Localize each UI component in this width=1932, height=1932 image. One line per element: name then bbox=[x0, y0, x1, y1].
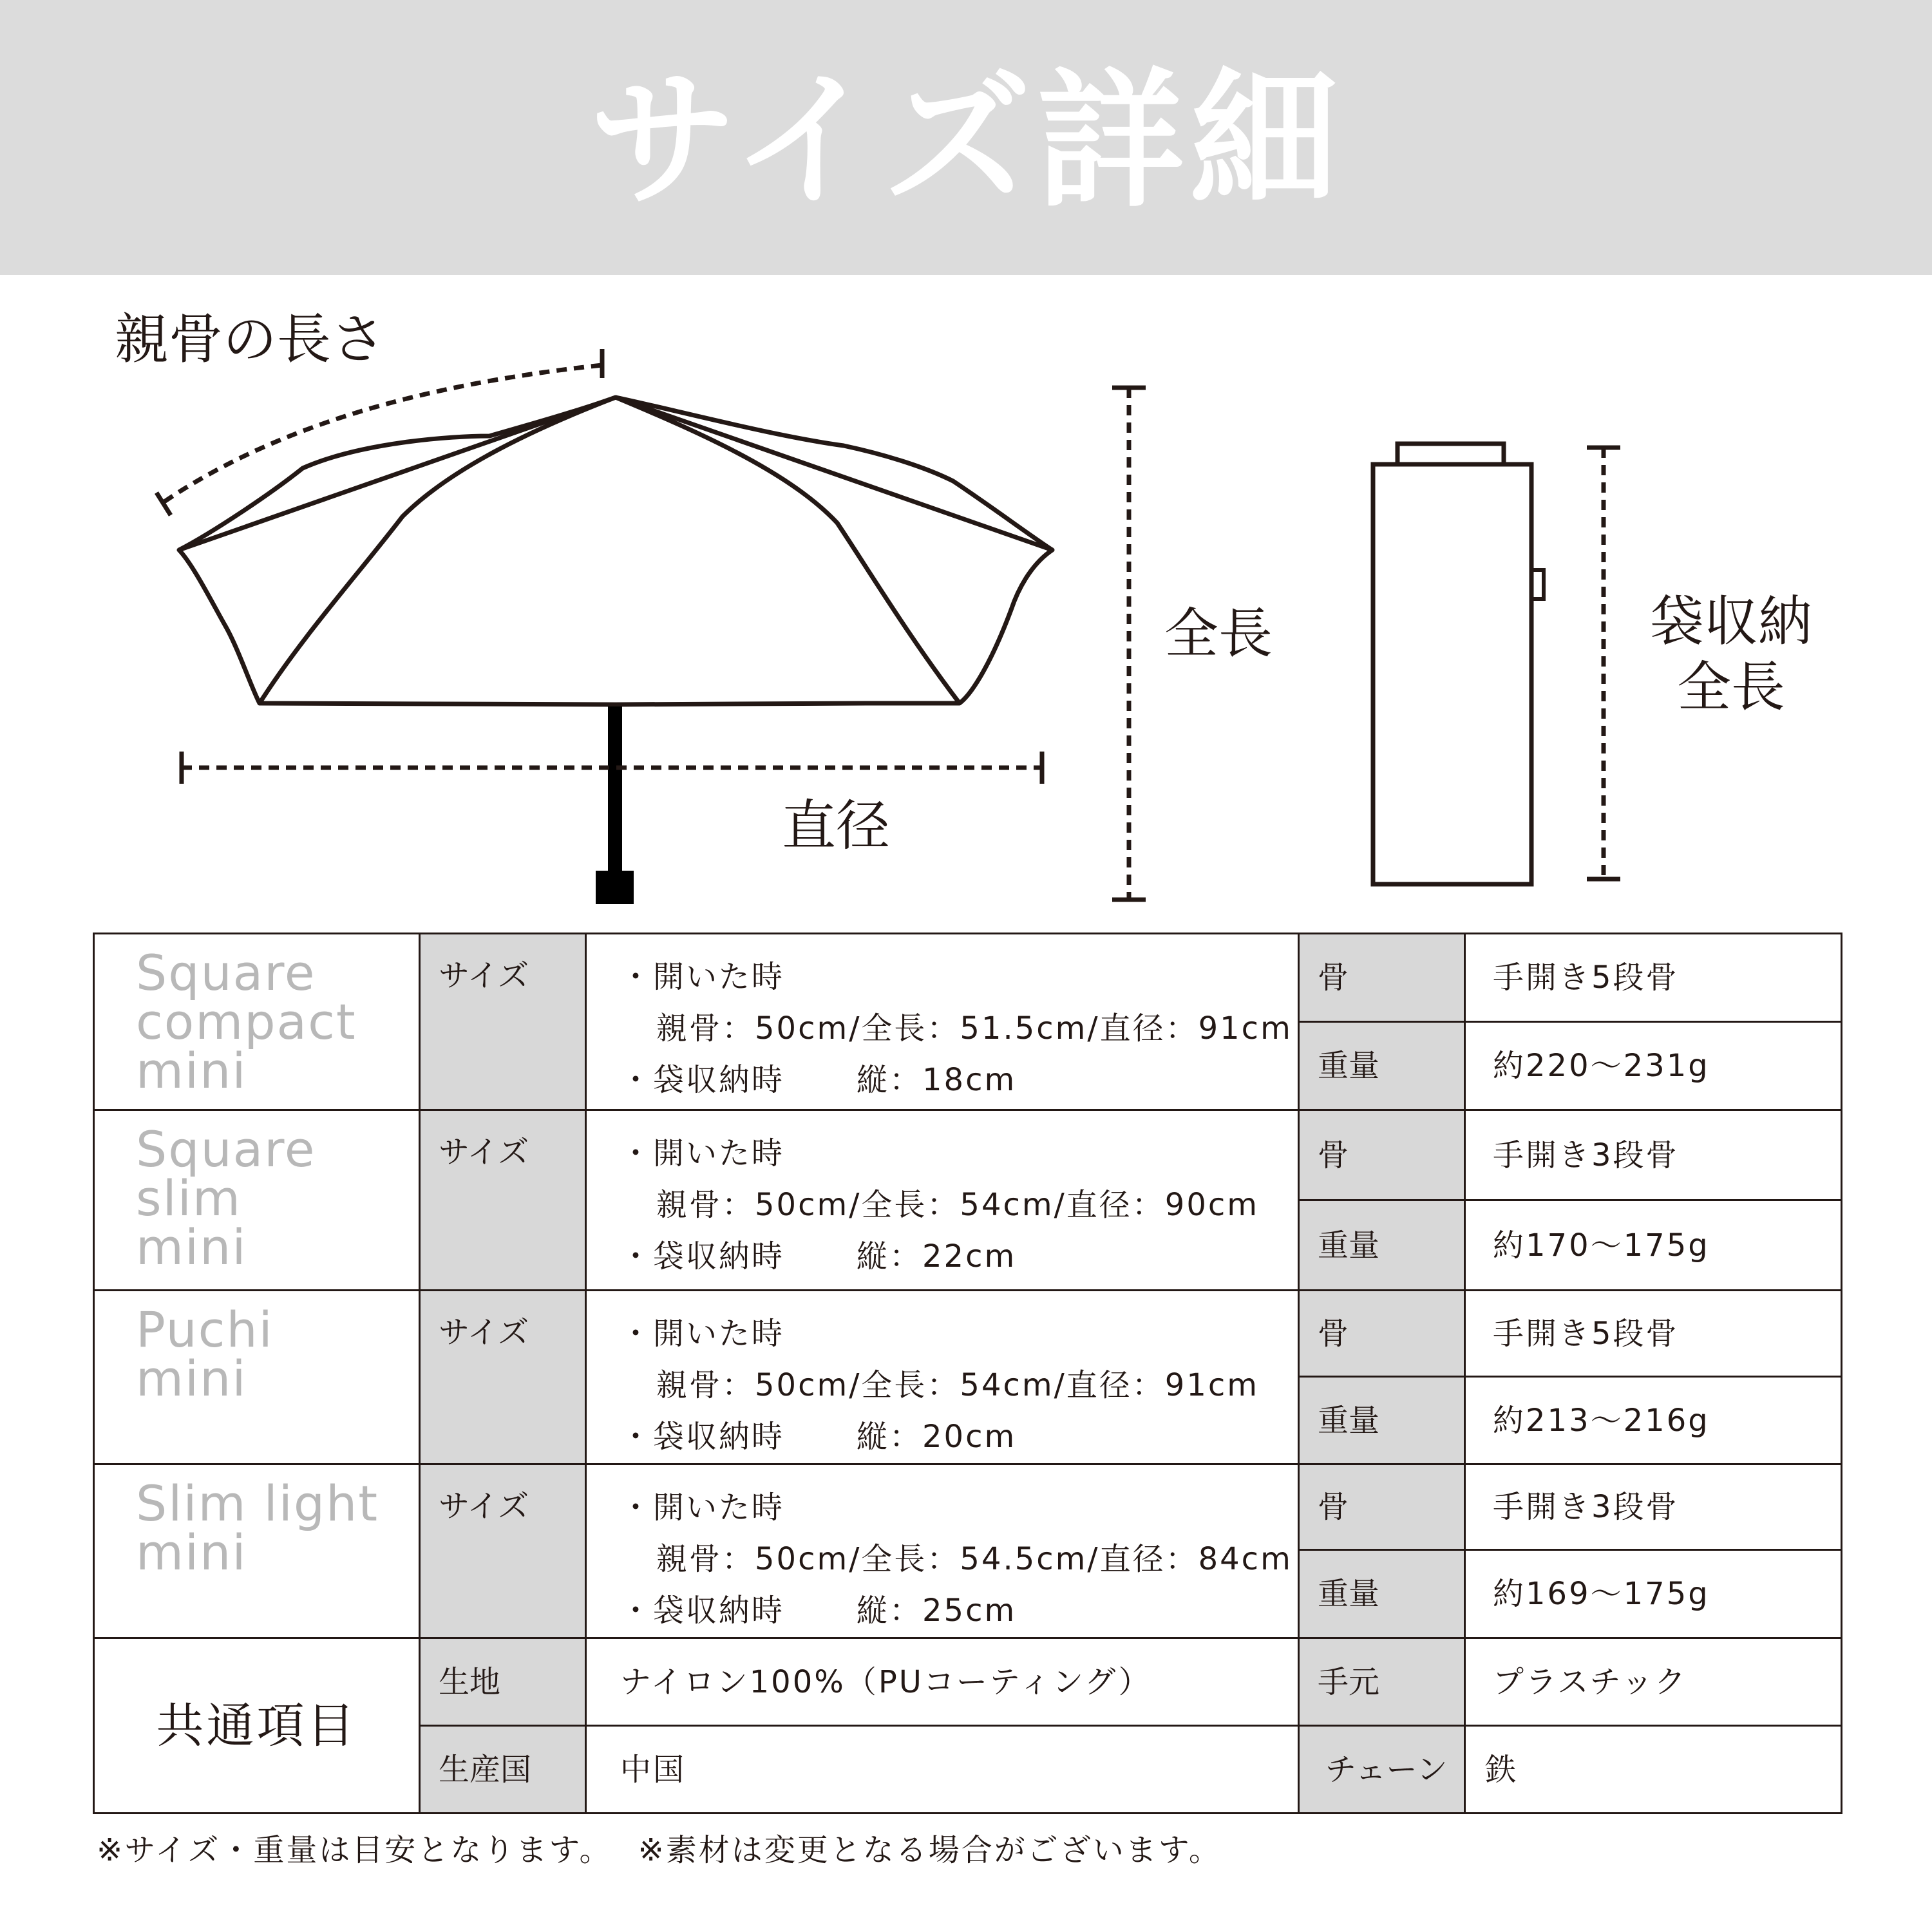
bag-value: 縦：22cm bbox=[857, 1238, 1017, 1274]
product-name-line: mini bbox=[136, 1350, 247, 1407]
weight-label: 重量 bbox=[1299, 1377, 1465, 1464]
page-title: サイズ詳細 bbox=[589, 55, 1343, 227]
bag-value: 縦：18cm bbox=[857, 1062, 1017, 1098]
bag-label: ・袋収納時 bbox=[620, 1593, 785, 1629]
product-name-line: Slim light bbox=[136, 1475, 379, 1532]
product-name bbox=[94, 1464, 420, 1638]
product-name-line: slim bbox=[136, 1170, 242, 1227]
spec-table bbox=[93, 933, 1842, 1814]
bag-cap bbox=[1397, 444, 1504, 464]
product-name-line: Square bbox=[136, 944, 316, 1001]
rib-value: 手開き3段骨 bbox=[1465, 1110, 1842, 1200]
rib-label: 骨 bbox=[1299, 934, 1465, 1022]
open-values: 親骨：50cm/全長：51.5cm/直径：91cm bbox=[656, 1010, 1293, 1046]
product-name bbox=[94, 934, 420, 1110]
rib-value: 手開き3段骨 bbox=[1465, 1464, 1842, 1550]
rib-label: 骨 bbox=[1299, 1110, 1465, 1200]
rib-arc-cap-left bbox=[156, 493, 171, 515]
bag-label: ・袋収納時 bbox=[620, 1238, 785, 1274]
table-row bbox=[94, 1638, 1842, 1726]
open-values: 親骨：50cm/全長：54cm/直径：90cm bbox=[656, 1187, 1260, 1223]
product-name-line: compact bbox=[136, 993, 357, 1050]
rib-value: 手開き5段骨 bbox=[1465, 934, 1842, 1022]
open-values: 親骨：50cm/全長：54.5cm/直径：84cm bbox=[656, 1541, 1293, 1577]
chain-value: 鉄 bbox=[1465, 1726, 1842, 1814]
country-value: 中国 bbox=[586, 1726, 1299, 1814]
size-values bbox=[586, 1110, 1299, 1291]
table-row bbox=[94, 1464, 1842, 1550]
chain-label: チェーン bbox=[1299, 1726, 1465, 1814]
full-length-label: 全長 bbox=[1164, 602, 1273, 665]
bag-label: ・袋収納時 bbox=[620, 1419, 785, 1455]
weight-label: 重量 bbox=[1299, 1200, 1465, 1291]
fabric-label: 生地 bbox=[420, 1638, 586, 1726]
header-banner bbox=[0, 0, 1932, 275]
size-label: サイズ bbox=[420, 1291, 586, 1464]
product-name-line: Square bbox=[136, 1121, 316, 1178]
rib-label: 骨 bbox=[1299, 1464, 1465, 1550]
size-diagram bbox=[0, 275, 1932, 925]
bag-length-label-line2: 全長 bbox=[1676, 656, 1785, 719]
size-label: サイズ bbox=[420, 934, 586, 1110]
product-name-line: Puchi bbox=[136, 1301, 274, 1358]
size-label: サイズ bbox=[420, 1464, 586, 1638]
product-name-line: mini bbox=[136, 1218, 247, 1276]
country-label: 生産国 bbox=[420, 1726, 586, 1814]
umbrella-rib-right bbox=[616, 397, 960, 703]
weight-label: 重量 bbox=[1299, 1550, 1465, 1638]
size-values bbox=[586, 934, 1299, 1110]
bag-label: ・袋収納時 bbox=[620, 1062, 785, 1098]
handle-label: 手元 bbox=[1299, 1638, 1465, 1726]
footnote-material: ※素材は変更となる場合がございます。 bbox=[638, 1832, 1222, 1868]
umbrella-canopy bbox=[179, 397, 1052, 705]
diameter-label: 直径 bbox=[782, 794, 891, 857]
bag-length-label-line1: 袋収納 bbox=[1649, 590, 1812, 653]
umbrella-shaft bbox=[608, 706, 622, 871]
table-row bbox=[94, 1110, 1842, 1200]
bag-body bbox=[1373, 464, 1531, 884]
open-label: ・開いた時 bbox=[620, 1490, 785, 1526]
common-items-title: 共通項目 bbox=[94, 1638, 420, 1814]
footnote bbox=[97, 1828, 1222, 1873]
size-values bbox=[586, 1291, 1299, 1464]
open-label: ・開いた時 bbox=[620, 1316, 785, 1352]
product-name bbox=[94, 1291, 420, 1464]
umbrella-handle bbox=[596, 871, 634, 904]
table-row bbox=[94, 934, 1842, 1022]
product-name bbox=[94, 1110, 420, 1291]
rib-value: 手開き5段骨 bbox=[1465, 1291, 1842, 1377]
open-label: ・開いた時 bbox=[620, 1135, 785, 1171]
size-values bbox=[586, 1464, 1299, 1638]
footnote-size-weight: ※サイズ・重量は目安となります。 bbox=[97, 1832, 612, 1868]
open-values: 親骨：50cm/全長：54cm/直径：91cm bbox=[656, 1367, 1260, 1403]
product-name-line: mini bbox=[136, 1524, 247, 1581]
rib-length-arc bbox=[164, 365, 602, 502]
bag-strap bbox=[1531, 570, 1544, 599]
weight-value: 約213～216g bbox=[1465, 1377, 1842, 1464]
bag-value: 縦：20cm bbox=[857, 1419, 1017, 1455]
fabric-value: ナイロン100%（PUコーティング） bbox=[586, 1638, 1299, 1726]
weight-value: 約220～231g bbox=[1465, 1022, 1842, 1110]
rib-label: 骨 bbox=[1299, 1291, 1465, 1377]
handle-value: プラスチック bbox=[1465, 1638, 1842, 1726]
bag-value: 縦：25cm bbox=[857, 1593, 1017, 1629]
rib-length-label: 親骨の長さ bbox=[115, 308, 386, 371]
weight-label: 重量 bbox=[1299, 1022, 1465, 1110]
weight-value: 約170～175g bbox=[1465, 1200, 1842, 1291]
size-label: サイズ bbox=[420, 1110, 586, 1291]
open-label: ・開いた時 bbox=[620, 959, 785, 995]
umbrella-rib-left bbox=[260, 397, 616, 703]
weight-value: 約169～175g bbox=[1465, 1550, 1842, 1638]
product-name-line: mini bbox=[136, 1042, 247, 1099]
table-row bbox=[94, 1291, 1842, 1377]
